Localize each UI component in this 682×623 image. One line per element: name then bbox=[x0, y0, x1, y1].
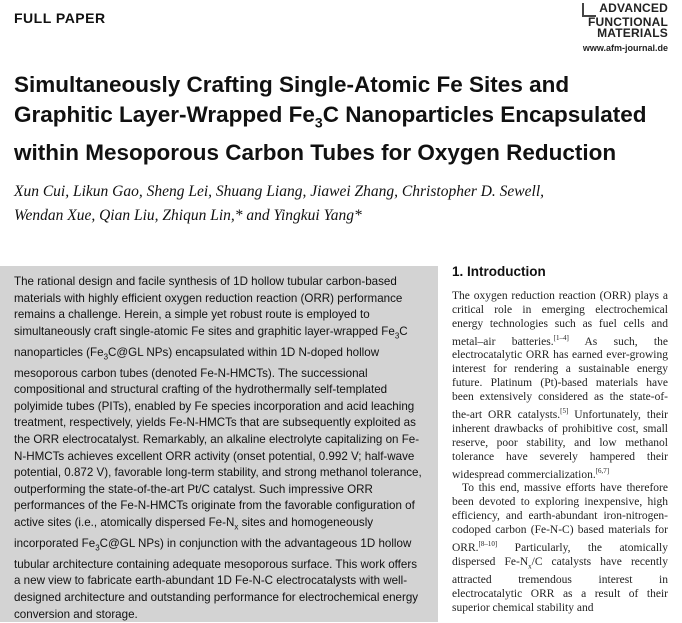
paper-title bbox=[14, 70, 674, 168]
title-line-1: Simultaneously Crafting Single-Atomic Fe Sites and bbox=[14, 72, 570, 97]
citation[interactable]: [6,7] bbox=[595, 466, 610, 475]
introduction-column bbox=[452, 290, 668, 616]
author-list bbox=[14, 180, 674, 228]
introduction-heading: 1. Introduction bbox=[452, 264, 546, 279]
intro-paragraph-2: To this end, massive efforts have therefore been devoted to exploring inexpensive, high efficiency, and earth-abundant iron-nitrogen-codoped carbon (Fe-N-C) based materials for ORR.[8–10] Particularly, the atomically dispersed $Fe-N_x/C$ catalysts have recently attracted tremendous interest in electrocatalytic ORR as a result of their superior chemical stability and bbox=[452, 482, 668, 614]
title-line-2: Graphitic Layer-Wrapped $Fe_3C$ Nanoparticles Encapsulated bbox=[14, 102, 647, 131]
journal-line-3: MATERIALS bbox=[597, 26, 668, 40]
journal-line-1: ADVANCED bbox=[582, 3, 668, 17]
citation[interactable]: [5] bbox=[560, 407, 569, 416]
intro-paragraph-1: The oxygen reduction reaction (ORR) plays a critical role in emerging electrochemical energy technologies such as fuel cells and metal–air batteries.[1–4] As such, the electrocatalytic ORR has earned ever-growing interest for rendering a sustainable energy future. Platinum (Pt)-based materials have been extensively considered as the state-of-the-art ORR catalysts.[5] Unfortunately, their inherent drawbacks of prohibitive cost, small reserve, poor stability, and low methanol tolerance have severely hampered their widespread commercialization.[6,7] bbox=[452, 290, 668, 481]
journal-line-2: FUNCTIONAL bbox=[588, 15, 668, 29]
abstract-box bbox=[0, 266, 438, 622]
journal-url[interactable]: www.afm-journal.de bbox=[582, 43, 668, 53]
title-line-3: within Mesoporous Carbon Tubes for Oxygen Reduction bbox=[14, 139, 617, 165]
citation[interactable]: [1–4] bbox=[553, 333, 569, 342]
authors-line-1: Xun Cui, Likun Gao, Sheng Lei, Shuang Liang, Jiawei Zhang, Christopher D. Sewell, bbox=[14, 183, 545, 200]
authors-line-2: Wendan Xue, Qian Liu, Zhiqun Lin,* and Yingkui Yang* bbox=[14, 207, 362, 224]
abstract-text: The rational design and facile synthesis of 1D hollow tubular carbon-based materials with highly efficient oxygen reduction reaction (ORR) performance remains a challenge. Herein, a simple yet robust route is employed to simultaneously craft single-atomic Fe sites and graphitic layer-wrapped $Fe_3C$ nanoparticles ($Fe_3C@GL$ NPs) encapsulated within 1D N-doped hollow mesoporous carbon tubes (denoted Fe-N-HMCTs). The successional compositional and structural crafting of the hydrothermally self-templated polyimide tubes (PITs), enabled by Fe species incorporation and acid leaching treatment, respectively, yields Fe-N-HMCTs that are subsequently exploited as the ORR electrocatalyst. Remarkably, an alkaline electrolyte capitalizing on Fe-N-HMCTs achieves excellent ORR activity (onset potential, 0.992 V; half-wave potential, 0.872 V), favorable long-term stability, and strong methanol tolerance, outperforming the state-of-the-art Pt/C catalyst. Such impressive ORR performances of the Fe-N-HMCTs originate from the favorable configuration of active sites (i.e., atomically dispersed $Fe-N_x$ sites and homogeneously incorporated $Fe_3C@GL$ NPs) in conjunction with the advantageous 1D hollow tubular architecture containing adequate mesoporous surface. This work offers a new view to fabricate earth-abundant 1D Fe-N-C electrocatalysts with well-designed architecture and outstanding performance for electrochemical energy conversion and storage. bbox=[14, 275, 422, 621]
journal-logo bbox=[582, 3, 668, 53]
citation[interactable]: [8–10] bbox=[478, 539, 498, 548]
section-label: FULL PAPER bbox=[14, 10, 106, 26]
